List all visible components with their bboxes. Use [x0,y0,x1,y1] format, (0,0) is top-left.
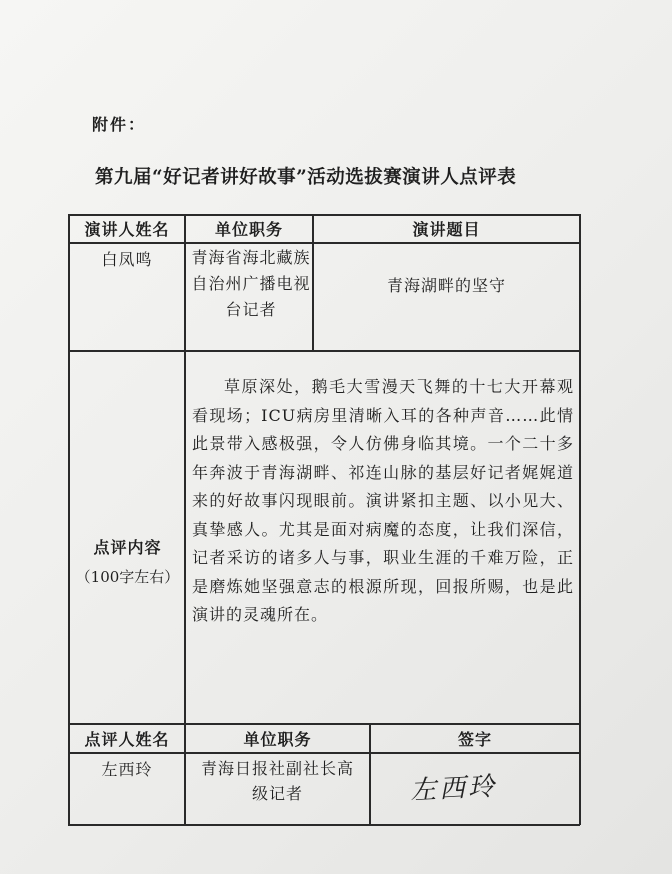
review-label-block [70,535,185,587]
review-sublabel: （100字左右） [75,568,180,586]
table-border-right [579,214,581,825]
reviewer-name: 左西玲 [101,759,153,779]
header-reviewer-unit: 单位职务 [243,729,312,749]
review-content [192,373,574,630]
speaker-unit: 青海省海北藏族自治州广播电视台记者 [191,248,311,319]
reviewer-unit: 青海日报社副社长高级记者 [200,759,354,803]
speech-topic: 青海湖畔的坚守 [386,275,506,295]
review-content-paragraph: 草原深处，鹅毛大雪漫天飞舞的十七大开幕观看现场；ICU病房里清晰入耳的各种声音……此情此景带入感极强，令人仿佛身临其境。一个二十多年奔波于青海湖畔、祁连山脉的基层好记者娓娓道来的好故事闪现眼前。演讲紧扣主题、以小见大、真挚感人。尤其是面对病魔的态度，让我们深信，记者采访的诸多人与事，职业生涯的千难万险，正是磨炼她坚强意志的根源所现，回报所赐，也是此演讲的灵魂所在。 [192,377,574,624]
header-reviewer-name: 点评人姓名 [84,729,170,749]
document-title: 第九届“好记者讲好故事”活动选拔赛演讲人点评表 [95,167,517,188]
header-signature: 签字 [457,729,492,749]
reviewer-signature: 左西玲 [409,771,498,807]
table-border-bottom [68,824,580,826]
header-speaker-unit: 单位职务 [214,220,283,239]
header-speaker-name: 演讲人姓名 [84,220,170,239]
attachment-label: 附件： [92,115,147,134]
review-label: 点评内容 [93,538,162,557]
header-speech-topic: 演讲题目 [412,220,481,239]
speaker-row-divider [68,350,580,352]
speaker-name: 白凤鸣 [101,249,153,269]
